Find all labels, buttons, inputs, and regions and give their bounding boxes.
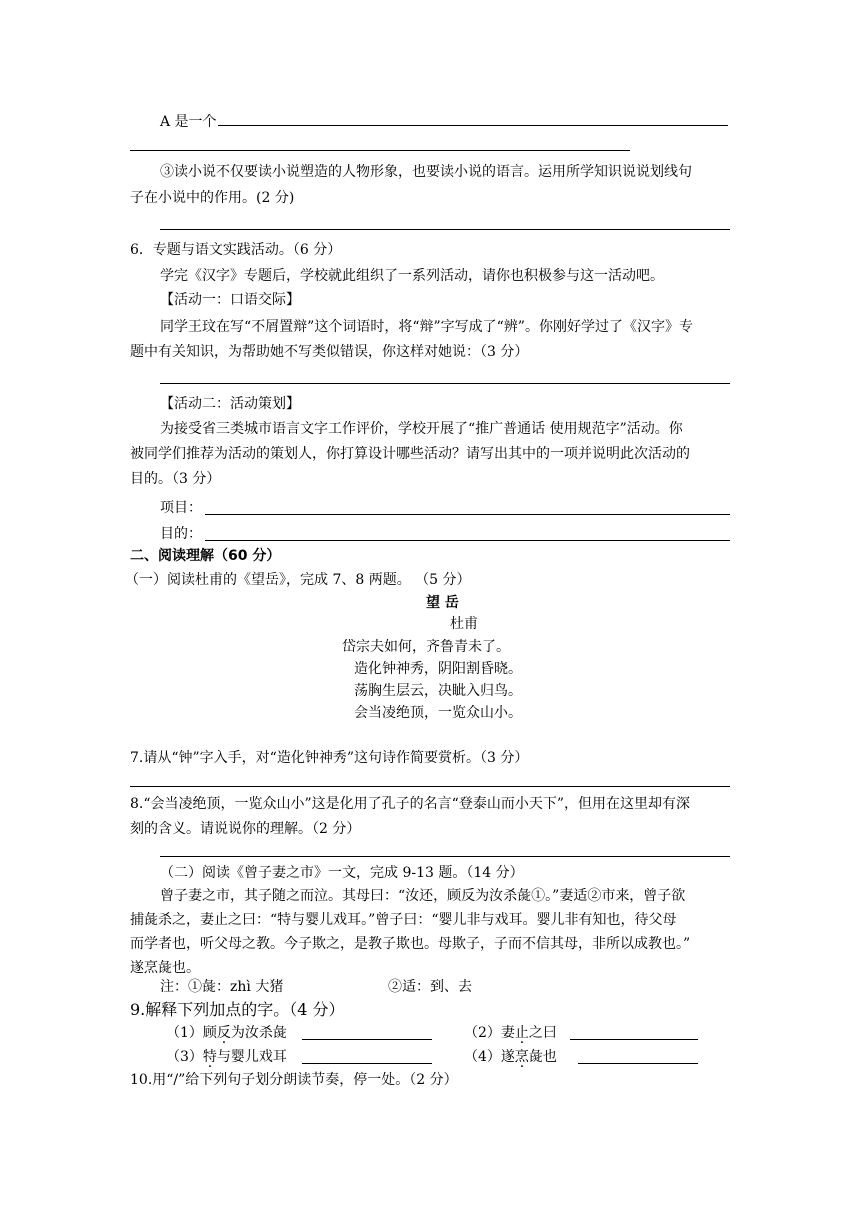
q6-activity2-line2: 被同学们推荐为活动的策划人，你打算设计哪些活动？请写出其中的一项并说明此次活动的 — [130, 446, 690, 462]
q9-item-3-blank[interactable] — [302, 1063, 432, 1064]
answer-a-blank-line2[interactable] — [130, 150, 630, 151]
q7-answer-line[interactable] — [130, 786, 730, 787]
answer-a-blank[interactable] — [218, 125, 728, 126]
q9-item-1-blank[interactable] — [302, 1039, 432, 1040]
q8-answer-line[interactable] — [160, 856, 730, 857]
q9-item-2-blank[interactable] — [570, 1039, 698, 1040]
poem-line-4: 会当凌绝顶，一览众山小。 — [354, 705, 522, 721]
q9-item-4-blank[interactable] — [578, 1063, 698, 1064]
purpose-label: 目的： — [160, 526, 202, 542]
q6-activity1-title: 【活动一：口语交际】 — [160, 292, 300, 308]
part1-intro: （一）阅读杜甫的《望岳》，完成 7、8 两题。 （5 分） — [125, 572, 471, 588]
q9-item-pre: 妻 — [500, 1025, 515, 1041]
poem-line-3: 荡胸生层云，决眦入归鸟。 — [354, 683, 522, 699]
poem-author: 杜甫 — [450, 616, 478, 632]
q10-text: 10.用“/”给下列句子划分朗读节奏，停一处。（2 分） — [130, 1072, 458, 1088]
q9-title: 9.解释下列加点的字。（4 分） — [130, 1000, 345, 1019]
q9-item-1 — [166, 1023, 287, 1043]
poem-title: 望 岳 — [426, 595, 459, 611]
q9-item-post: 为汝杀彘 — [230, 1025, 287, 1041]
q6-activity2-line3: 目的。（3 分） — [130, 471, 221, 487]
q9-item-4 — [464, 1047, 557, 1067]
q6-activity2-line1: 为接受省三类城市语言文字工作评价，学校开展了“推广普通话 使用规范字”活动。你 — [160, 421, 683, 437]
q6-intro: 学完《汉字》专题后，学校就此组织了一系列活动，请你也积极参与这一活动吧。 — [160, 268, 664, 284]
q3-line2: 子在小说中的作用。(2 分) — [130, 190, 295, 206]
q9-item-3 — [166, 1047, 287, 1067]
q6-activity2-title: 【活动二：活动策划】 — [160, 396, 300, 412]
part2-intro: （二）阅读《曾子妻之市》一文，完成 9-13 题。（14 分） — [160, 865, 524, 881]
q9-item-num: （3） — [166, 1049, 203, 1065]
answer-a-label: A 是一个 — [160, 114, 217, 130]
q9-item-post: 彘也 — [528, 1049, 557, 1065]
q9-item-dotted-char: 反 — [216, 1025, 231, 1041]
project-label: 项目： — [160, 500, 202, 516]
part2-text-line3: 而学者也，听父母之教。今子欺之，是教子欺也。母欺子，子而不信其母，非所以成教也。” — [130, 936, 691, 952]
q6-activity1-line1: 同学王玟在写“不屑置辩”这个词语时，将“辩”字写成了“辨”。你刚好学过了《汉字》专 — [160, 319, 693, 335]
q9-item-num: （2） — [464, 1025, 501, 1041]
q9-item-dotted-char: 特 — [202, 1049, 217, 1065]
part2-note-1: 注：①彘：zhì 大猪 — [160, 979, 284, 995]
q3-line1: ③读小说不仅要读小说塑造的人物形象，也要读小说的语言。运用所学知识说说划线句 — [160, 164, 692, 180]
q6-title: 6．专题与语文实践活动。（6 分） — [130, 242, 342, 258]
q9-item-dotted-char: 烹 — [514, 1049, 529, 1065]
q6-activity1-line2: 题中有关知识，为帮助她不写类似错误，你这样对她说：（3 分） — [130, 344, 529, 360]
q8-line1: 8.“会当凌绝顶，一览众山小”这是化用了孔子的名言“登泰山而小天下”，但用在这里却有深 — [130, 796, 690, 812]
project-blank[interactable] — [205, 514, 730, 515]
q9-item-num: （4） — [464, 1049, 501, 1065]
q7-text: 7.请从“钟”字入手，对“造化钟神秀”这句诗作简要赏析。（3 分） — [130, 750, 529, 766]
poem-line-1: 岱宗夫如何，齐鲁青未了。 — [342, 639, 510, 655]
section2-title: 二、阅读理解（60 分） — [130, 548, 281, 564]
q6-activity1-answer-line[interactable] — [160, 383, 730, 384]
purpose-blank[interactable] — [205, 540, 730, 541]
q9-item-post: 之曰 — [528, 1025, 557, 1041]
part2-text-line2: 捕彘杀之，妻止之曰：“特与婴儿戏耳。”曾子曰：“婴儿非与戏耳。婴儿非有知也，待父母 — [130, 912, 677, 928]
part2-text-line1: 曾子妻之市，其子随之而泣。其母曰：“汝还，顾反为汝杀彘①。”妻适②市来，曾子欲 — [160, 888, 686, 904]
poem-line-2: 造化钟神秀，阴阳割昏晓。 — [354, 661, 522, 677]
part2-text-line4: 遂烹彘也。 — [130, 960, 200, 976]
q9-item-2 — [464, 1023, 557, 1043]
q3-answer-line[interactable] — [160, 229, 730, 230]
part2-note-2: ②适：到、去 — [388, 979, 472, 995]
q8-line2: 刻的含义。请说说你的理解。（2 分） — [130, 821, 361, 837]
q9-item-num: （1） — [166, 1025, 203, 1041]
q9-item-pre: 顾 — [202, 1025, 217, 1041]
q9-item-post: 与婴儿戏耳 — [216, 1049, 287, 1065]
q9-item-dotted-char: 止 — [514, 1025, 529, 1041]
q9-item-pre: 遂 — [500, 1049, 515, 1065]
